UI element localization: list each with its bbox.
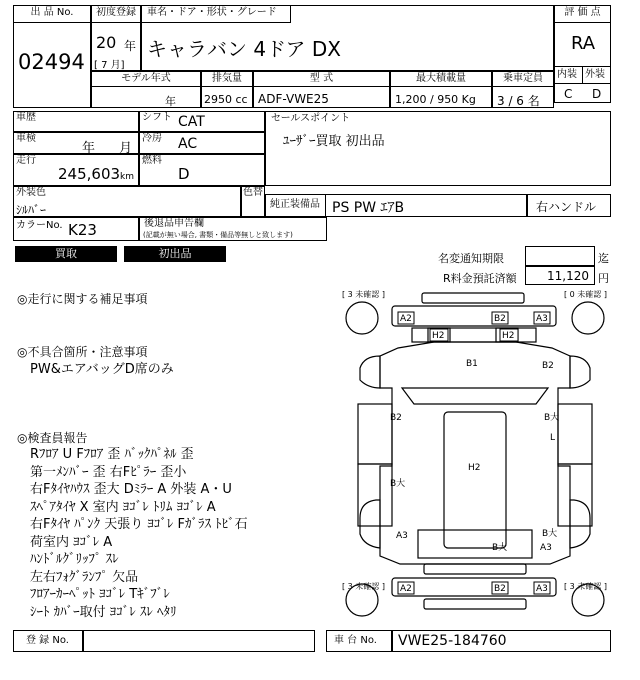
wheel-front-left <box>346 302 378 334</box>
recycle-label: R料金預託済額 <box>443 272 517 285</box>
back-plate <box>424 564 526 574</box>
mark-rear-left-a3: A3 <box>396 531 408 541</box>
windshield <box>402 388 548 404</box>
mark-front-b2: B2 <box>494 314 506 324</box>
mark-front-a2: A2 <box>400 314 412 324</box>
inspector-line: 荷室内 ﾖｺﾞﾚ A <box>30 534 113 550</box>
mark-rear-right-a3: A3 <box>540 543 552 553</box>
equipment-value: PS PW ｴｱB <box>332 200 405 216</box>
history-label: 車歴 <box>16 112 36 123</box>
aftermarket-note: (記載が無い場合, 書類・備品等無しと致します) <box>143 231 293 239</box>
shift-value: CAT <box>178 114 205 130</box>
max-load: 1,200 / 950 Kg <box>395 93 476 106</box>
ac-label: 冷房 <box>142 133 162 144</box>
reg-no-label: 登 録 No. <box>26 635 69 646</box>
mark-bottom-b2: B2 <box>494 584 506 594</box>
first-reg-year-unit: 年 <box>124 39 137 53</box>
tag-top-left: [ 3 未確認 ] <box>342 290 385 299</box>
recycle-unit: 円 <box>598 272 609 285</box>
front-bumper <box>392 306 556 326</box>
fender-front-left <box>360 356 380 388</box>
inspection-value: 年 月 <box>82 141 133 156</box>
rear-bumper <box>392 578 556 596</box>
color-no-value: K23 <box>68 221 97 239</box>
equipment-divider <box>325 194 326 217</box>
side-right <box>558 404 592 464</box>
tag-first-listing: 初出品 <box>124 246 226 262</box>
front-grille <box>422 293 524 303</box>
mark-rear-b-large: B大 <box>492 543 508 553</box>
mark-front-a3: A3 <box>536 314 548 324</box>
meter-change-label: 名変通知期限 <box>438 252 504 265</box>
tag-top-right: [ 0 未確認 ] <box>564 290 607 299</box>
tag-bottom-left: [ 3 未確認 ] <box>342 582 385 591</box>
inspector-line: 右Fﾀｲﾔ ﾊﾟﾝｸ 天張り ﾖｺﾞﾚ Fｶﾞﾗｽ ﾄﾋﾞ石 <box>30 517 248 532</box>
inspector-line: 右Fﾀｲﾔﾊｳｽ 歪大 Dﾐﾗｰ A 外装 A・U <box>30 482 232 497</box>
first-reg-month: [ 7 月] <box>94 60 125 71</box>
equipment-label: 純正装備品 <box>270 199 320 210</box>
mileage-unit: km <box>120 172 134 182</box>
handle-value: 右ハンドル <box>536 200 597 214</box>
interior-score: C <box>564 87 573 101</box>
inspector-line: 左右ﾌｫｸﾞﾗﾝﾌﾟ 欠品 <box>30 569 139 585</box>
displacement: 2950 cc <box>204 93 248 106</box>
inspector-line: 第一ﾒﾝﾊﾞｰ 歪 右Fﾋﾟﾗｰ 歪小 <box>30 464 187 480</box>
side-left <box>358 404 392 464</box>
exterior-color-value: ｼﾙﾊﾞｰ <box>16 203 47 217</box>
mark-roof-b1: B1 <box>466 359 478 369</box>
meter-change-box <box>525 246 595 266</box>
mark-bottom-a3: A3 <box>536 584 548 594</box>
tag-bottom-right: [ 3 未確認 ] <box>564 582 607 591</box>
model-year-label: モデル年式 <box>91 71 201 87</box>
max-load-label: 最大積載量 <box>390 71 492 87</box>
mileage-label: 走行 <box>16 155 36 166</box>
fuel-label: 燃料 <box>142 155 162 166</box>
color-no-label: カラーNo. <box>16 220 63 231</box>
exterior-label: 外装 <box>585 69 605 80</box>
defects-title: ◎不具合箇所・注意事項 <box>17 345 148 359</box>
interior-label: 内装 <box>557 69 577 80</box>
chassis-value: VWE25-184760 <box>398 633 507 649</box>
mark-front-h2-left: H2 <box>432 331 445 341</box>
capacity-label: 乗車定員 <box>492 71 554 87</box>
meter-change-unit: 迄 <box>598 252 609 265</box>
capacity: 3 / 6 名 <box>497 94 540 108</box>
score-value: RA <box>571 33 596 54</box>
rear-step <box>424 599 526 609</box>
first-reg-label: 初度登録 <box>91 5 141 23</box>
inspector-title: ◎検査員報告 <box>17 431 88 445</box>
color-change-label: 色替 <box>243 187 263 198</box>
exterior-color-box <box>13 186 241 217</box>
fuel-value: D <box>178 165 190 183</box>
sales-point-value: ﾕｰｻﾞｰ買取 初出品 <box>283 134 385 149</box>
score-label: 評 価 点 <box>554 5 611 23</box>
mark-left-b-large: B大 <box>544 413 560 423</box>
damage-diagram <box>340 288 612 628</box>
inspector-line: ｼｰﾄ ｶﾊﾞｰ取付 ﾖｺﾞﾚ ｽﾚ ﾍﾀﾘ <box>30 604 177 620</box>
reg-no-value-box <box>83 630 315 652</box>
mark-rear-left-b-large: B大 <box>390 479 406 489</box>
model-year: 年 <box>165 95 176 108</box>
inspector-line: ﾌﾛｱｰｶｰﾍﾟｯﾄ ﾖｺﾞﾚ Tｷﾞﾌﾞﾚ <box>30 587 170 602</box>
driving-notes-title: ◎走行に関する補足事項 <box>17 292 148 306</box>
inspector-line: ｽﾍﾟｱﾀｲﾔ X 室内 ﾖｺﾞﾚ ﾄﾘﾑ ﾖｺﾞﾚ A <box>30 499 216 515</box>
roof <box>444 412 506 548</box>
mark-rear-right-b-large: B大 <box>542 529 558 539</box>
sales-point-label: セールスポイント <box>271 113 351 124</box>
inspection-label: 車検 <box>16 133 36 144</box>
fender-front-right <box>570 356 590 388</box>
back-door <box>418 530 532 558</box>
model-code: ADF-VWE25 <box>258 92 329 106</box>
wheel-front-right <box>572 302 604 334</box>
mark-left-b2: B2 <box>390 413 402 423</box>
inspector-line: Rﾌﾛｱ U Fﾌﾛｱ 歪 ﾊﾞｯｸﾊﾟﾈﾙ 歪 <box>30 447 194 462</box>
recycle-value: 11,120 <box>547 269 589 283</box>
ac-value: AC <box>178 136 198 152</box>
displacement-label: 排気量 <box>201 71 253 87</box>
lot-number: 02494 <box>18 50 85 74</box>
side-rear-right <box>558 464 592 526</box>
mark-roof-h2: H2 <box>468 463 481 473</box>
model-label: 型 式 <box>253 71 390 87</box>
mark-left-l: L <box>550 433 556 443</box>
car-name: キャラバン 4ドア DX <box>147 37 341 61</box>
mark-front-h2-right: H2 <box>502 331 515 341</box>
mark-right-front-b2: B2 <box>542 361 554 371</box>
inspector-line: ﾊﾝﾄﾞﾙｸﾞﾘｯﾌﾟ ｽﾚ <box>30 552 119 567</box>
defects-line: PW&エアバッグD席のみ <box>30 362 174 377</box>
tag-buyout: 買取 <box>15 246 117 262</box>
chassis-label: 車 台 No. <box>334 635 377 646</box>
side-rear-left <box>358 464 392 526</box>
exterior-color-label: 外装色 <box>16 187 46 198</box>
exterior-score: D <box>592 87 602 101</box>
mark-bottom-a2: A2 <box>400 584 412 594</box>
fender-rear-right <box>570 500 590 548</box>
mileage-value: 245,603 <box>58 165 121 183</box>
aftermarket-label: 後退品申告欄 <box>144 218 204 229</box>
first-reg-year: 20 <box>96 33 117 52</box>
lot-number-label: 出 品 No. <box>13 5 91 23</box>
car-name-label: 車名・ドア・形状・グレード <box>141 5 291 23</box>
fender-rear-left <box>360 500 380 548</box>
shift-label: シフト <box>142 112 172 123</box>
